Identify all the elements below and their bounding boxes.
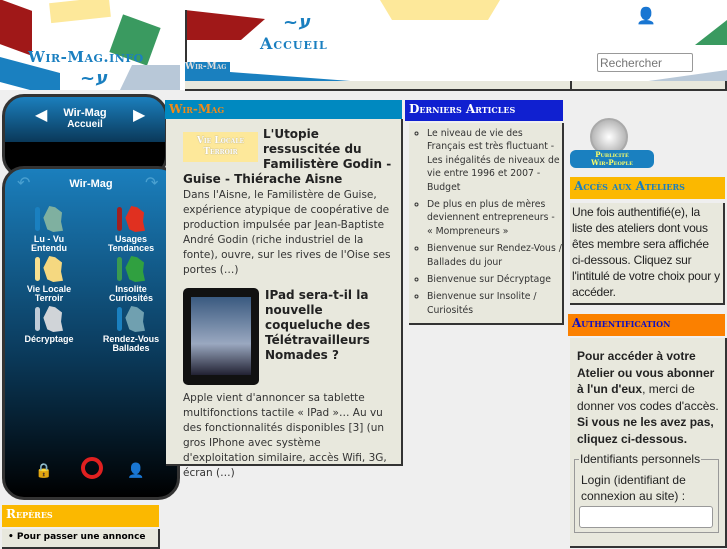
nav-title: Wir-Mag bbox=[69, 178, 113, 190]
authentification-header: Authentification bbox=[568, 314, 725, 336]
lock-icon[interactable]: 🔒 bbox=[35, 463, 53, 479]
acces-ateliers-header: Accès aux Ateliers bbox=[570, 177, 725, 199]
france-map-icon bbox=[43, 206, 63, 232]
logo-swoosh-icon: ~ע bbox=[80, 68, 108, 89]
france-map-icon bbox=[125, 306, 145, 332]
category-pill-icon bbox=[35, 207, 40, 231]
category-link[interactable]: Décryptage bbox=[9, 305, 89, 344]
divider bbox=[185, 81, 572, 91]
pub-wir-people[interactable]: Publicité Wir-People bbox=[570, 118, 654, 172]
france-map-icon bbox=[43, 256, 63, 282]
forward-arrow-icon[interactable]: ↷ bbox=[145, 173, 159, 192]
france-map-icon bbox=[125, 256, 145, 282]
ipad-image[interactable] bbox=[183, 288, 259, 385]
category-link[interactable]: Rendez-Vous Ballades bbox=[91, 305, 171, 353]
category-link[interactable]: Usages Tendances bbox=[91, 205, 171, 253]
article-summary: Apple vient d'annoncer sa tablette multifonctions tactile « IPad »… Au vu des fonctionnalités disponibles [3] (un gros IPhone avec système d'exploitation similaire, accès Wifi, 3G, écran (…) bbox=[183, 392, 387, 479]
latest-article-link[interactable]: ◦ De plus en plus de mères deviennent entrepreneurs - « Mompreneurs » bbox=[427, 198, 562, 238]
latest-article-link[interactable]: ◦ Le niveau de vie des Français est très fluctuant - Les inégalités de niveaux de vie entre 1996 et 2007 - Budget bbox=[427, 127, 562, 194]
login-input[interactable] bbox=[579, 506, 713, 528]
derniers-articles-list bbox=[409, 123, 564, 325]
category-link[interactable]: Lu - Vu Entendu bbox=[9, 205, 89, 253]
france-map-icon bbox=[43, 306, 63, 332]
nav-title: Wir-Mag bbox=[63, 107, 107, 119]
auth-text: , merci de donner vos codes d'accès. bbox=[577, 382, 719, 413]
back-arrow-icon[interactable]: ↶ bbox=[17, 173, 31, 192]
article bbox=[166, 278, 401, 481]
prev-arrow-icon[interactable]: ◀ bbox=[35, 105, 48, 124]
authentification-panel bbox=[570, 338, 727, 548]
latest-article-link[interactable]: ◦ Bienvenue sur Rendez-Vous / Ballades du jour bbox=[427, 242, 562, 269]
category-link[interactable]: Insolite Curiosités bbox=[91, 255, 171, 303]
wir-mag-tab[interactable]: Wir-Mag bbox=[185, 62, 230, 82]
wirmag-header: Wir-Mag bbox=[165, 100, 402, 119]
article-summary: Dans l'Aisne, le Familistère de Guise, expérience atypique de coopérative de production impulsée par Jean-Baptiste André Godin (riche industriel de la fonte), ouvre, sur les rives de l'Oise ses portes (…) bbox=[183, 189, 391, 276]
latest-article-link[interactable]: ◦ Bienvenue sur Décryptage bbox=[427, 273, 562, 286]
derniers-articles-header: Derniers Articles bbox=[405, 100, 563, 121]
search-input[interactable] bbox=[597, 53, 693, 72]
category-badge: Vie Locale Terroir bbox=[183, 132, 258, 162]
nav-subtitle[interactable]: Accueil bbox=[67, 119, 103, 130]
page-title: Accueil bbox=[260, 34, 328, 53]
site-logo[interactable]: Wir-Mag.info bbox=[28, 48, 144, 66]
reperes-header: Repères bbox=[2, 505, 159, 527]
category-pill-icon bbox=[117, 207, 122, 231]
auth-cta: Si vous ne les avez pas, cliquez ci-dessous. bbox=[577, 415, 714, 446]
wirmag-articles bbox=[166, 119, 403, 479]
reperes-link[interactable]: Pour passer une annonce bbox=[16, 532, 146, 542]
category-link[interactable]: Vie Locale Terroir bbox=[9, 255, 89, 303]
france-map-icon bbox=[125, 206, 145, 232]
category-pill-icon bbox=[35, 257, 40, 281]
credentials-fieldset bbox=[574, 451, 719, 533]
nav-widget-main bbox=[2, 166, 180, 500]
acces-ateliers-text: Une fois authentifié(e), la liste des ateliers dont vous êtes membre sera affichée ci-dessous. Cliquez sur l'intitulé de votre choix pour y accéder. bbox=[570, 203, 725, 305]
site-header bbox=[0, 0, 727, 90]
user-info-icon[interactable]: 👤 bbox=[127, 463, 145, 479]
article-title[interactable]: IPad sera-t-il la nouvelle coqueluche des Télétravailleurs Nomades ? bbox=[265, 288, 371, 362]
article bbox=[166, 119, 401, 278]
category-pill-icon bbox=[117, 257, 122, 281]
user-info-icon[interactable]: 👤 bbox=[636, 6, 656, 25]
lifebuoy-icon[interactable] bbox=[81, 457, 103, 479]
category-pill-icon bbox=[117, 307, 122, 331]
login-label: Login (identifiant de connexion au site) : bbox=[581, 472, 686, 503]
fieldset-legend: Identifiants personnels bbox=[580, 452, 701, 466]
next-arrow-icon[interactable]: ▶ bbox=[133, 105, 146, 124]
logo-swoosh-icon: ~ע bbox=[283, 12, 311, 33]
auth-intro: Pour accéder à votre Atelier ou vous abonner à l'un d'eux bbox=[577, 349, 715, 396]
category-pill-icon bbox=[35, 307, 40, 331]
latest-article-link[interactable]: ◦ Bienvenue sur Insolite / Curiosités bbox=[427, 290, 562, 317]
reperes-list: • Pour passer une annonce bbox=[2, 529, 160, 549]
article-title[interactable]: L'Utopie ressuscitée du Familistère Godin - Guise - Thiérache Aisne bbox=[183, 127, 392, 186]
divider bbox=[572, 81, 727, 91]
